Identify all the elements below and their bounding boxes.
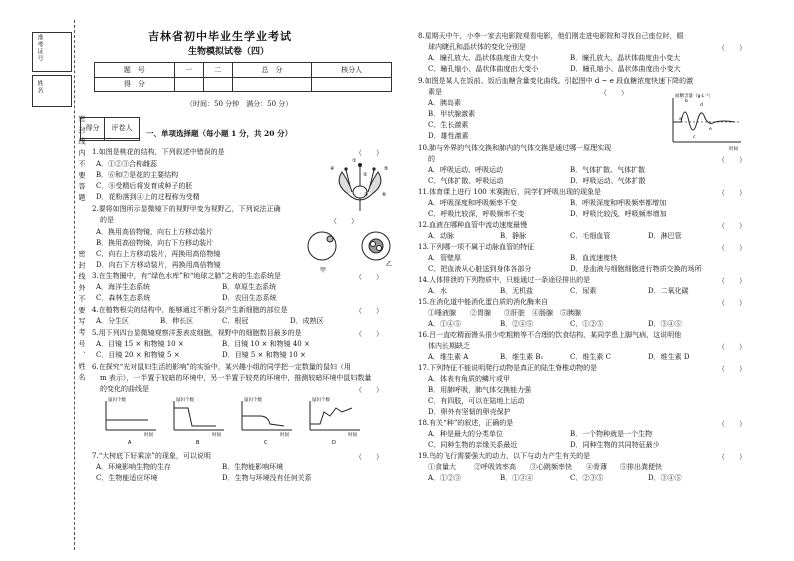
q16-stem: 16.吕一直吃精面馒头很少吃粗粮等不合理的饮食结构，某同学患上脚气病，这说明他 — [418, 331, 682, 339]
q14-option-a[interactable]: A．水 — [428, 287, 448, 295]
q15-option-a[interactable]: A．①④⑤ — [428, 320, 462, 328]
q9-option-c[interactable]: C．生长激素 — [428, 121, 469, 129]
flower-label: ③ — [364, 192, 369, 198]
q3-option-a[interactable]: A．海洋生态系统 — [96, 283, 151, 291]
q10-option-b[interactable]: B．气体扩散、气体扩散 — [570, 166, 646, 174]
score-table-cell: 题 号 — [95, 63, 175, 78]
q3-answer-blank[interactable]: （ ） — [355, 273, 383, 281]
q19-option-c[interactable]: C．②③⑤ — [570, 474, 604, 482]
grader-cell: 评卷人 — [104, 118, 139, 139]
q11-option-a[interactable]: A．呼吸深度和呼吸频率不变 — [428, 199, 518, 207]
flower-label: ④ — [330, 166, 335, 172]
q17-option-b[interactable]: B．用肺呼吸，肺气体交换能力强 — [428, 386, 532, 394]
q18-option-b[interactable]: B．一个物种就是一个生物 — [570, 430, 653, 438]
grader-entry[interactable] — [104, 139, 139, 141]
flower-label: ⑥ — [382, 192, 387, 198]
q1-stem: 1.如图是桃花的结构，下列叙述中错误的是 — [92, 148, 225, 156]
score-table-cell: 核分人 — [312, 63, 392, 78]
q16-answer-blank[interactable]: （ ） — [718, 343, 746, 351]
q14-option-b[interactable]: B．无机盐 — [500, 287, 534, 295]
q19-item: ①食量大 — [428, 463, 456, 471]
seal-line — [74, 20, 75, 550]
q19-option-b[interactable]: B．①③④ — [500, 474, 534, 482]
blood-glucose-graph — [665, 92, 745, 152]
q9-stem-line2: 素是 — [428, 88, 442, 96]
q9-stem: 9.如图是某人在饭前、饭后血糖含量变化曲线。引起图中 d ~ e 段血糖浓度快速下降的激 — [418, 77, 694, 85]
q13-stem: 13.下列哪一项不属于动脉血管的特征 — [418, 243, 535, 251]
score-table-cell: 总 分 — [232, 63, 312, 78]
graph-letter: D — [332, 440, 336, 446]
flower-label: ② — [363, 172, 368, 178]
q13-option-c[interactable]: C．把血液从心脏送到身体各部分 — [428, 265, 532, 273]
q10-stem-line2: 的 — [428, 155, 435, 163]
peach-flower-figure — [320, 156, 400, 218]
q2-option-d[interactable]: D．向右下方移动装片，再换用高倍物镜 — [96, 261, 221, 269]
q6-answer-blank[interactable]: （ ） — [355, 386, 383, 394]
q19-option-d[interactable]: D．③④⑤ — [648, 474, 682, 482]
q8-option-c[interactable]: C．瞳孔缩小、晶状体曲度由大变小 — [428, 65, 539, 73]
exam-title: 吉林省初中毕业生学业考试 — [148, 30, 292, 43]
q19-option-a[interactable]: A．①②③ — [428, 474, 462, 482]
graph-x-label: 时间 — [280, 433, 289, 438]
exam-number-label: 准考证号 — [36, 34, 43, 62]
q14-answer-blank[interactable]: （ ） — [718, 277, 746, 285]
q17-option-a[interactable]: A．体表有角质的鳞片或甲 — [428, 375, 511, 383]
seal-text-outer: 密 封 线 外 不 要 写 考 号 、 姓 名 — [78, 250, 86, 382]
score-entry[interactable] — [312, 77, 392, 92]
q15-item: ④肠腺 — [532, 309, 553, 317]
glucose-x-label: 时间 — [729, 147, 738, 152]
q2-option-b[interactable]: B．换用高倍物镜，向右下方移动装片 — [96, 239, 214, 247]
q19-item: ⑤排出粪便快 — [620, 463, 662, 471]
q8-stem: 8.星期天中午，小李一家去电影院观看电影，他们刚走进电影院和寻找自己座位时，眼 — [418, 32, 684, 40]
score-entry[interactable] — [174, 77, 203, 92]
graph-y-label: 鼠妇个数 — [244, 398, 262, 403]
cell-label: 乙 — [386, 261, 393, 268]
q15-option-c[interactable]: C．①②⑤ — [570, 320, 604, 328]
q5-answer-blank[interactable]: （ ） — [355, 330, 383, 338]
flower-label: ① — [352, 158, 357, 164]
sowbug-graphs-figure — [98, 396, 368, 446]
q18-option-c[interactable]: C．同种生物的亲缘关系最近 — [428, 441, 518, 449]
q1-option-d[interactable]: D．花粉落到④上的过程称为受精 — [96, 193, 200, 201]
q11-stem: 11.体育课上进行 100 米赛跑后，同学们呼吸出现的现象是 — [418, 188, 601, 196]
graph-y-label: 鼠妇个数 — [108, 398, 126, 403]
graph-x-label: 时间 — [144, 433, 153, 438]
glucose-point: c — [693, 135, 696, 140]
q7-option-d[interactable]: D．生物与环境没有任何关系 — [222, 474, 312, 482]
score-entry[interactable] — [232, 77, 312, 92]
graph-x-label: 时间 — [348, 433, 357, 438]
q14-stem: 14.人体排泄的下列物质中，只能通过一条途径排出的是 — [418, 276, 591, 284]
glucose-point: a — [679, 117, 682, 122]
q7-answer-blank[interactable]: （ ） — [355, 453, 383, 461]
q4-option-d[interactable]: D．成熟区 — [290, 317, 324, 325]
score-table-cell: 二 — [203, 63, 232, 78]
score-entry[interactable] — [203, 77, 232, 92]
score-table — [94, 62, 392, 92]
q6-stem: 6.在探究“光对鼠妇生活的影响”的实验中，某兴趣小组的同学把一定数量的鼠妇（用 — [92, 363, 351, 371]
q13-option-d[interactable]: D．是血液与细胞细胞进行物质交换的场所 — [570, 265, 702, 273]
q1-option-c[interactable]: C．⑧受精后将发育成种子的胚 — [96, 182, 193, 190]
q8-answer-blank[interactable]: （ ） — [718, 44, 746, 52]
flower-label: ⑤ — [384, 166, 389, 172]
q3-option-b[interactable]: B．草原生态系统 — [222, 283, 277, 291]
glucose-point: b — [685, 99, 688, 104]
q10-answer-blank[interactable]: （ ） — [718, 156, 746, 164]
q13-answer-blank[interactable]: （ ） — [718, 244, 746, 252]
q2-answer-blank[interactable]: （ ） — [330, 217, 358, 225]
q17-stem: 17.下列特征不能说明爬行动物是真正的陆生脊椎动物的是 — [418, 364, 598, 372]
q17-option-c[interactable]: C．有四肢，可以在陆地上运动 — [428, 397, 525, 405]
q12-stem: 12.血液在哪种血管中流动速度最慢 — [418, 221, 528, 229]
graph-y-label: 鼠妇个数 — [176, 398, 194, 403]
grader-cell: 得分 — [81, 118, 105, 139]
exam-subtitle: 生物模拟试卷（四） — [188, 47, 270, 57]
q5-option-c[interactable]: C．目镜 20 × 和物镜 5 × — [96, 351, 180, 359]
q4-option-c[interactable]: C．根冠 — [222, 317, 249, 325]
q17-option-d[interactable]: D．卵外有坚韧的卵壳保护 — [428, 408, 511, 416]
q18-stem: 18.有关“种”的叙述，正确的是 — [418, 419, 514, 427]
q7-option-a[interactable]: A．环境影响生物的生存 — [96, 463, 172, 471]
glucose-point: e — [709, 127, 712, 132]
q15-item: ③肝脏 — [504, 309, 525, 317]
q13-option-a[interactable]: A．管壁厚 — [428, 254, 462, 262]
q4-stem: 4.在植物根尖的结构中，能够通过不断分裂产生新细胞的部位是 — [92, 306, 288, 314]
microscope-fields-figure — [300, 226, 400, 276]
q17-answer-blank[interactable]: （ ） — [718, 365, 746, 373]
q6-stem-line2: m 表示），一半置于较暗的环境中，另一半置于较亮的环境中，推测较暗环境中鼠妇数量 — [100, 374, 372, 382]
q10-option-d[interactable]: D．呼吸运动、气体扩散 — [570, 177, 646, 185]
q10-option-c[interactable]: C．气体扩散、呼吸运动 — [428, 177, 504, 185]
q10-option-a[interactable]: A．呼吸运动、呼吸运动 — [428, 166, 504, 174]
q15-item: ②胃腺 — [470, 309, 491, 317]
q18-answer-blank[interactable]: （ ） — [718, 420, 746, 428]
q2-option-c[interactable]: C．向右上方移动装片，再换用高倍物镜 — [96, 250, 221, 258]
q4-option-b[interactable]: B．伸长区 — [160, 317, 194, 325]
grader-table — [80, 117, 140, 141]
q5-stem: 5.用下列四台显微镜观察洋葱表皮细胞，视野中的细胞数目最多的是 — [92, 329, 302, 337]
q16-stem-line2: 体内长期缺乏 — [428, 342, 470, 350]
section-title: 一、单项选择题（每小题 1 分，共 20 分） — [146, 129, 293, 138]
graph-letter: B — [196, 440, 200, 446]
graph-letter: A — [128, 440, 132, 446]
cell-label: 甲 — [320, 267, 327, 274]
q9-answer-blank[interactable]: （ ） — [600, 89, 628, 97]
q2-option-a[interactable]: A．换用高倍物镜，向右上方移动装片 — [96, 228, 214, 236]
q2-stem: 2.要将如图所示显微镜下的视野甲变为视野乙，下列说法正确 — [92, 205, 281, 213]
q12-option-a[interactable]: A．动脉 — [428, 232, 455, 240]
q6-stem-line3: 的变化的曲线是 — [100, 385, 149, 393]
seal-text-inner: 密 封 线 内 不 要 答 题 — [78, 115, 86, 202]
q19-item: ②呼吸效率高 — [474, 463, 516, 471]
q9-option-a[interactable]: A．胰岛素 — [428, 99, 462, 107]
q12-answer-blank[interactable]: （ ） — [718, 222, 746, 230]
q16-option-b[interactable]: B．维生素 B₁ — [500, 353, 544, 361]
q14-option-d[interactable]: D．二氧化碳 — [648, 287, 689, 295]
q11-option-c[interactable]: C．呼吸比较深，呼吸频率不变 — [428, 210, 525, 218]
q8-option-a[interactable]: A．瞳孔放大、晶状体曲度由大变小 — [428, 54, 539, 62]
q5-option-a[interactable]: A．目镜 15 × 和物镜 10 × — [96, 340, 184, 348]
q4-option-a[interactable]: A．分生区 — [96, 317, 130, 325]
q10-stem: 10.肺与外界的气体交换和肺内的气体交换是通过哪一原理实现 — [418, 144, 612, 152]
q12-option-b[interactable]: B．静脉 — [500, 232, 527, 240]
q13-option-b[interactable]: B．血流速度快 — [570, 254, 618, 262]
graph-letter: C — [264, 440, 268, 446]
q3-option-c[interactable]: C．森林生态系统 — [96, 294, 151, 302]
q15-item: ①唾液腺 — [428, 309, 456, 317]
q15-option-d[interactable]: D．③④⑤ — [648, 320, 682, 328]
q19-answer-blank[interactable]: （ ） — [718, 453, 746, 461]
graph-x-label: 时间 — [212, 433, 221, 438]
q15-answer-blank[interactable]: （ ） — [718, 299, 746, 307]
time-info: （时间：50 分钟 满分：50 分） — [186, 100, 293, 108]
grader-entry[interactable] — [81, 139, 105, 141]
q9-option-d[interactable]: D．雄性激素 — [428, 132, 469, 140]
q18-option-d[interactable]: D．同种生物的共同特征最少 — [570, 441, 660, 449]
q2-stem-line2: 的是 — [100, 216, 114, 224]
q15-item: ⑤胰腺 — [560, 309, 581, 317]
q1-option-a[interactable]: A．①②③合称雌蕊 — [96, 160, 158, 168]
q1-option-b[interactable]: B．⑥和⑦是花的主要结构 — [96, 171, 179, 179]
q14-option-c[interactable]: C．尿素 — [570, 287, 597, 295]
q8-stem-line2: 球内睫孔和晶状体的变化分别是 — [428, 43, 526, 51]
graph-y-label: 鼠妇个数 — [312, 398, 330, 403]
q15-option-b[interactable]: B．②④⑤ — [500, 320, 534, 328]
q8-option-b[interactable]: B．瞳孔放大、晶状体曲度由小变大 — [570, 54, 681, 62]
q12-option-d[interactable]: D．淋巴管 — [648, 232, 682, 240]
glucose-point: d — [700, 103, 703, 108]
score-table-cell: 一 — [174, 63, 203, 78]
q4-answer-blank[interactable]: （ ） — [355, 307, 383, 315]
q3-stem: 3.在生物圈中，有“绿色水库”和“地球之肺”之称的生态系统是 — [92, 272, 282, 280]
q19-item: ③心跳频率快 — [530, 463, 572, 471]
q1-answer-blank[interactable]: （ ） — [355, 149, 383, 157]
q16-option-a[interactable]: A．维生素 A — [428, 353, 469, 361]
name-label: 姓名 — [36, 80, 43, 94]
q19-item: ④骨薄 — [586, 463, 607, 471]
q7-option-b[interactable]: B．生物能影响环境 — [222, 463, 284, 471]
q11-option-d[interactable]: D．呼吸比较浅，呼吸频率增加 — [570, 210, 667, 218]
q18-option-a[interactable]: A．种是最大的分类单位 — [428, 430, 504, 438]
q11-option-b[interactable]: B．呼吸深度和呼吸频率都增加 — [570, 199, 667, 207]
glucose-title: 血糖含量（g·L⁻¹） — [675, 94, 713, 99]
q7-option-c[interactable]: C．生物能适应环境 — [96, 474, 158, 482]
q5-option-d[interactable]: D．目镜 5 × 和物镜 10 × — [222, 351, 306, 359]
q11-answer-blank[interactable]: （ ） — [718, 189, 746, 197]
q15-stem: 15.在消化道中能消化蛋白质的消化酶来自 — [418, 298, 549, 306]
q16-option-d[interactable]: D．维生素 D — [648, 353, 690, 361]
q9-option-b[interactable]: B．甲状腺激素 — [428, 110, 476, 118]
score-table-cell: 得 分 — [95, 77, 175, 92]
q12-option-c[interactable]: C．毛细血管 — [570, 232, 611, 240]
q5-option-b[interactable]: B．目镜 10 × 和物镜 40 × — [222, 340, 310, 348]
q7-stem: 7.“大树底下好乘凉”的现象，可以说明 — [92, 452, 211, 460]
q19-stem: 19.鸟的飞行需要强大的动力，以下与动力产生有关的是 — [418, 452, 591, 460]
q3-option-d[interactable]: D．农田生态系统 — [222, 294, 277, 302]
q16-option-c[interactable]: C．维生素 C — [570, 353, 611, 361]
q8-option-d[interactable]: D．瞳孔缩小、晶状体曲度由小变大 — [570, 65, 681, 73]
